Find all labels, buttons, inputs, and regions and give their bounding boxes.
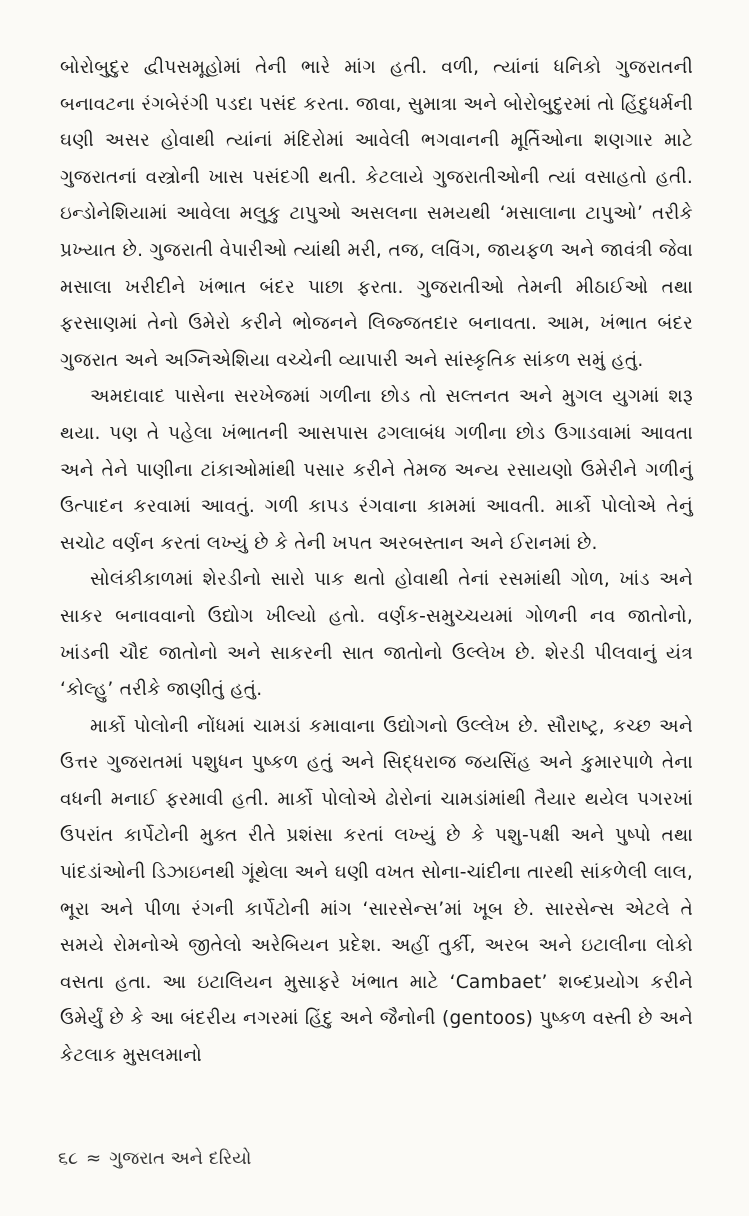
paragraph-4: માર્કો પોલોની નોંધમાં ચામડાં કમાવાના ઉદ્યોગનો ઉલ્લેખ છે. સૌરાષ્ટ્ર, કચ્છ અને ઉત્તર ગુજરાતમાં પશુધન પુષ્કળ હતું અને સિદ્ધરાજ જયસિંહ અને કુમારપાળે તેના વધની મનાઈ ફરમાવી હતી. માર્કો પોલોએ ઢોરોનાં ચામડાંમાંથી તૈયાર થયેલ પગરખાં ઉપરાંત કાર્પેટોની મુક્ત રીતે પ્રશંસા કરતાં લખ્યું છે કે પશુ-પક્ષી અને પુષ્પો તથા પાંદડાંઓની ડિઝાઇનથી ગૂંથેલા અને ઘણી વખત સોના-ચાંદીના તારથી સાંકળેલી લાલ, ભૂરા અને પીળા રંગની કાર્પેટોની માંગ ‘સારસેન્સ’માં ખૂબ છે. સારસેન્સ એટલે તે સમયે રોમનોએ જીતેલો અરેબિયન પ્રદેશ. અહીં તુર્કી, અરબ અને ઇટાલીના લોકો વસતા હતા. આ ઇટાલિયન મુસાફરે ખંભાત માટે ‘Cambaet’ શબ્દપ્રયોગ કરીને ઉમેર્યું છે કે આ બંદરીય નગરમાં હિંદુ અને જૈનોની (gentoos) પુષ્કળ વસ્તી છે અને કેટલાક મુસલમાનો bbox=[60, 715, 693, 1067]
book-title: ગુજરાત અને દરિયો bbox=[109, 1148, 252, 1169]
footer-separator: ≈ bbox=[85, 1148, 102, 1169]
page-body bbox=[60, 50, 693, 1075]
paragraph-3: સોલંકીકાળમાં શેરડીનો સારો પાક થતો હોવાથી તેનાં રસમાંથી ગોળ, ખાંડ અને સાકર બનાવવાનો ઉદ્યોગ ખીલ્યો હતો. વર્ણક-સમુચ્ચયમાં ગોળની નવ જાતોનો, ખાંડની ચૌદ જાતોનો અને સાકરની સાત જાતોનો ઉલ્લેખ છે. શેરડી પીલવાનું યંત્ર ‘કોલ્હુ’ તરીકે જાણીતું હતું. bbox=[60, 569, 693, 701]
paragraph-1: બોરોબુદુર દ્વીપસમૂહોમાં તેની ભારે માંગ હતી. વળી, ત્યાંનાં ધનિકો ગુજરાતની બનાવટના રંગબેરંગી પડદા પસંદ કરતા. જાવા, સુમાત્રા અને બોરોબુદુરમાં તો હિંદુધર્મની ઘણી અસર હોવાથી ત્યાંનાં મંદિરોમાં આવેલી ભગવાનની મૂર્તિઓના શણગાર માટે ગુજરાતનાં વસ્ત્રોની ખાસ પસંદગી થતી. કેટલાયે ગુજરાતીઓની ત્યાં વસાહતો હતી. ઇન્ડોનેશિયામાં આવેલા મલુકુ ટાપુઓ અસલના સમયથી ‘મસાલાના ટાપુઓ’ તરીકે પ્રખ્યાત છે. ગુજરાતી વેપારીઓ ત્યાંથી મરી, તજ, લવિંગ, જાયફળ અને જાવંત્રી જેવા મસાલા ખરીદીને ખંભાત બંદર પાછા ફરતા. ગુજરાતીઓ તેમની મીઠાઈઓ તથા ફરસાણમાં તેનો ઉમેરો કરીને ભોજનને લિજ્જતદાર બનાવતા. આમ, ખંભાત બંદર ગુજરાત અને અગ્નિએશિયા વચ્ચેની વ્યાપારી અને સાંસ્કૃતિક સાંકળ સમું હતું. bbox=[60, 57, 693, 371]
page-footer bbox=[58, 1148, 251, 1169]
paragraph-2: અમદાવાદ પાસેના સરખેજમાં ગળીના છોડ તો સલ્તનત અને મુગલ યુગમાં શરૂ થયા. પણ તે પહેલા ખંભાતની આસપાસ ઢગલાબંધ ગળીના છોડ ઉગાડવામાં આવતા અને તેને પાણીના ટાંકાઓમાંથી પસાર કરીને તેમજ અન્ય રસાયણો ઉમેરીને ગળીનું ઉત્પાદન કરવામાં આવતું. ગળી કાપડ રંગવાના કામમાં આવતી. માર્કો પોલોએ તેનું સચોટ વર્ણન કરતાં લખ્યું છે કે તેની ખપત અરબસ્તાન અને ઈરાનમાં છે. bbox=[60, 386, 693, 554]
page-number: ૬૮ bbox=[58, 1148, 78, 1169]
